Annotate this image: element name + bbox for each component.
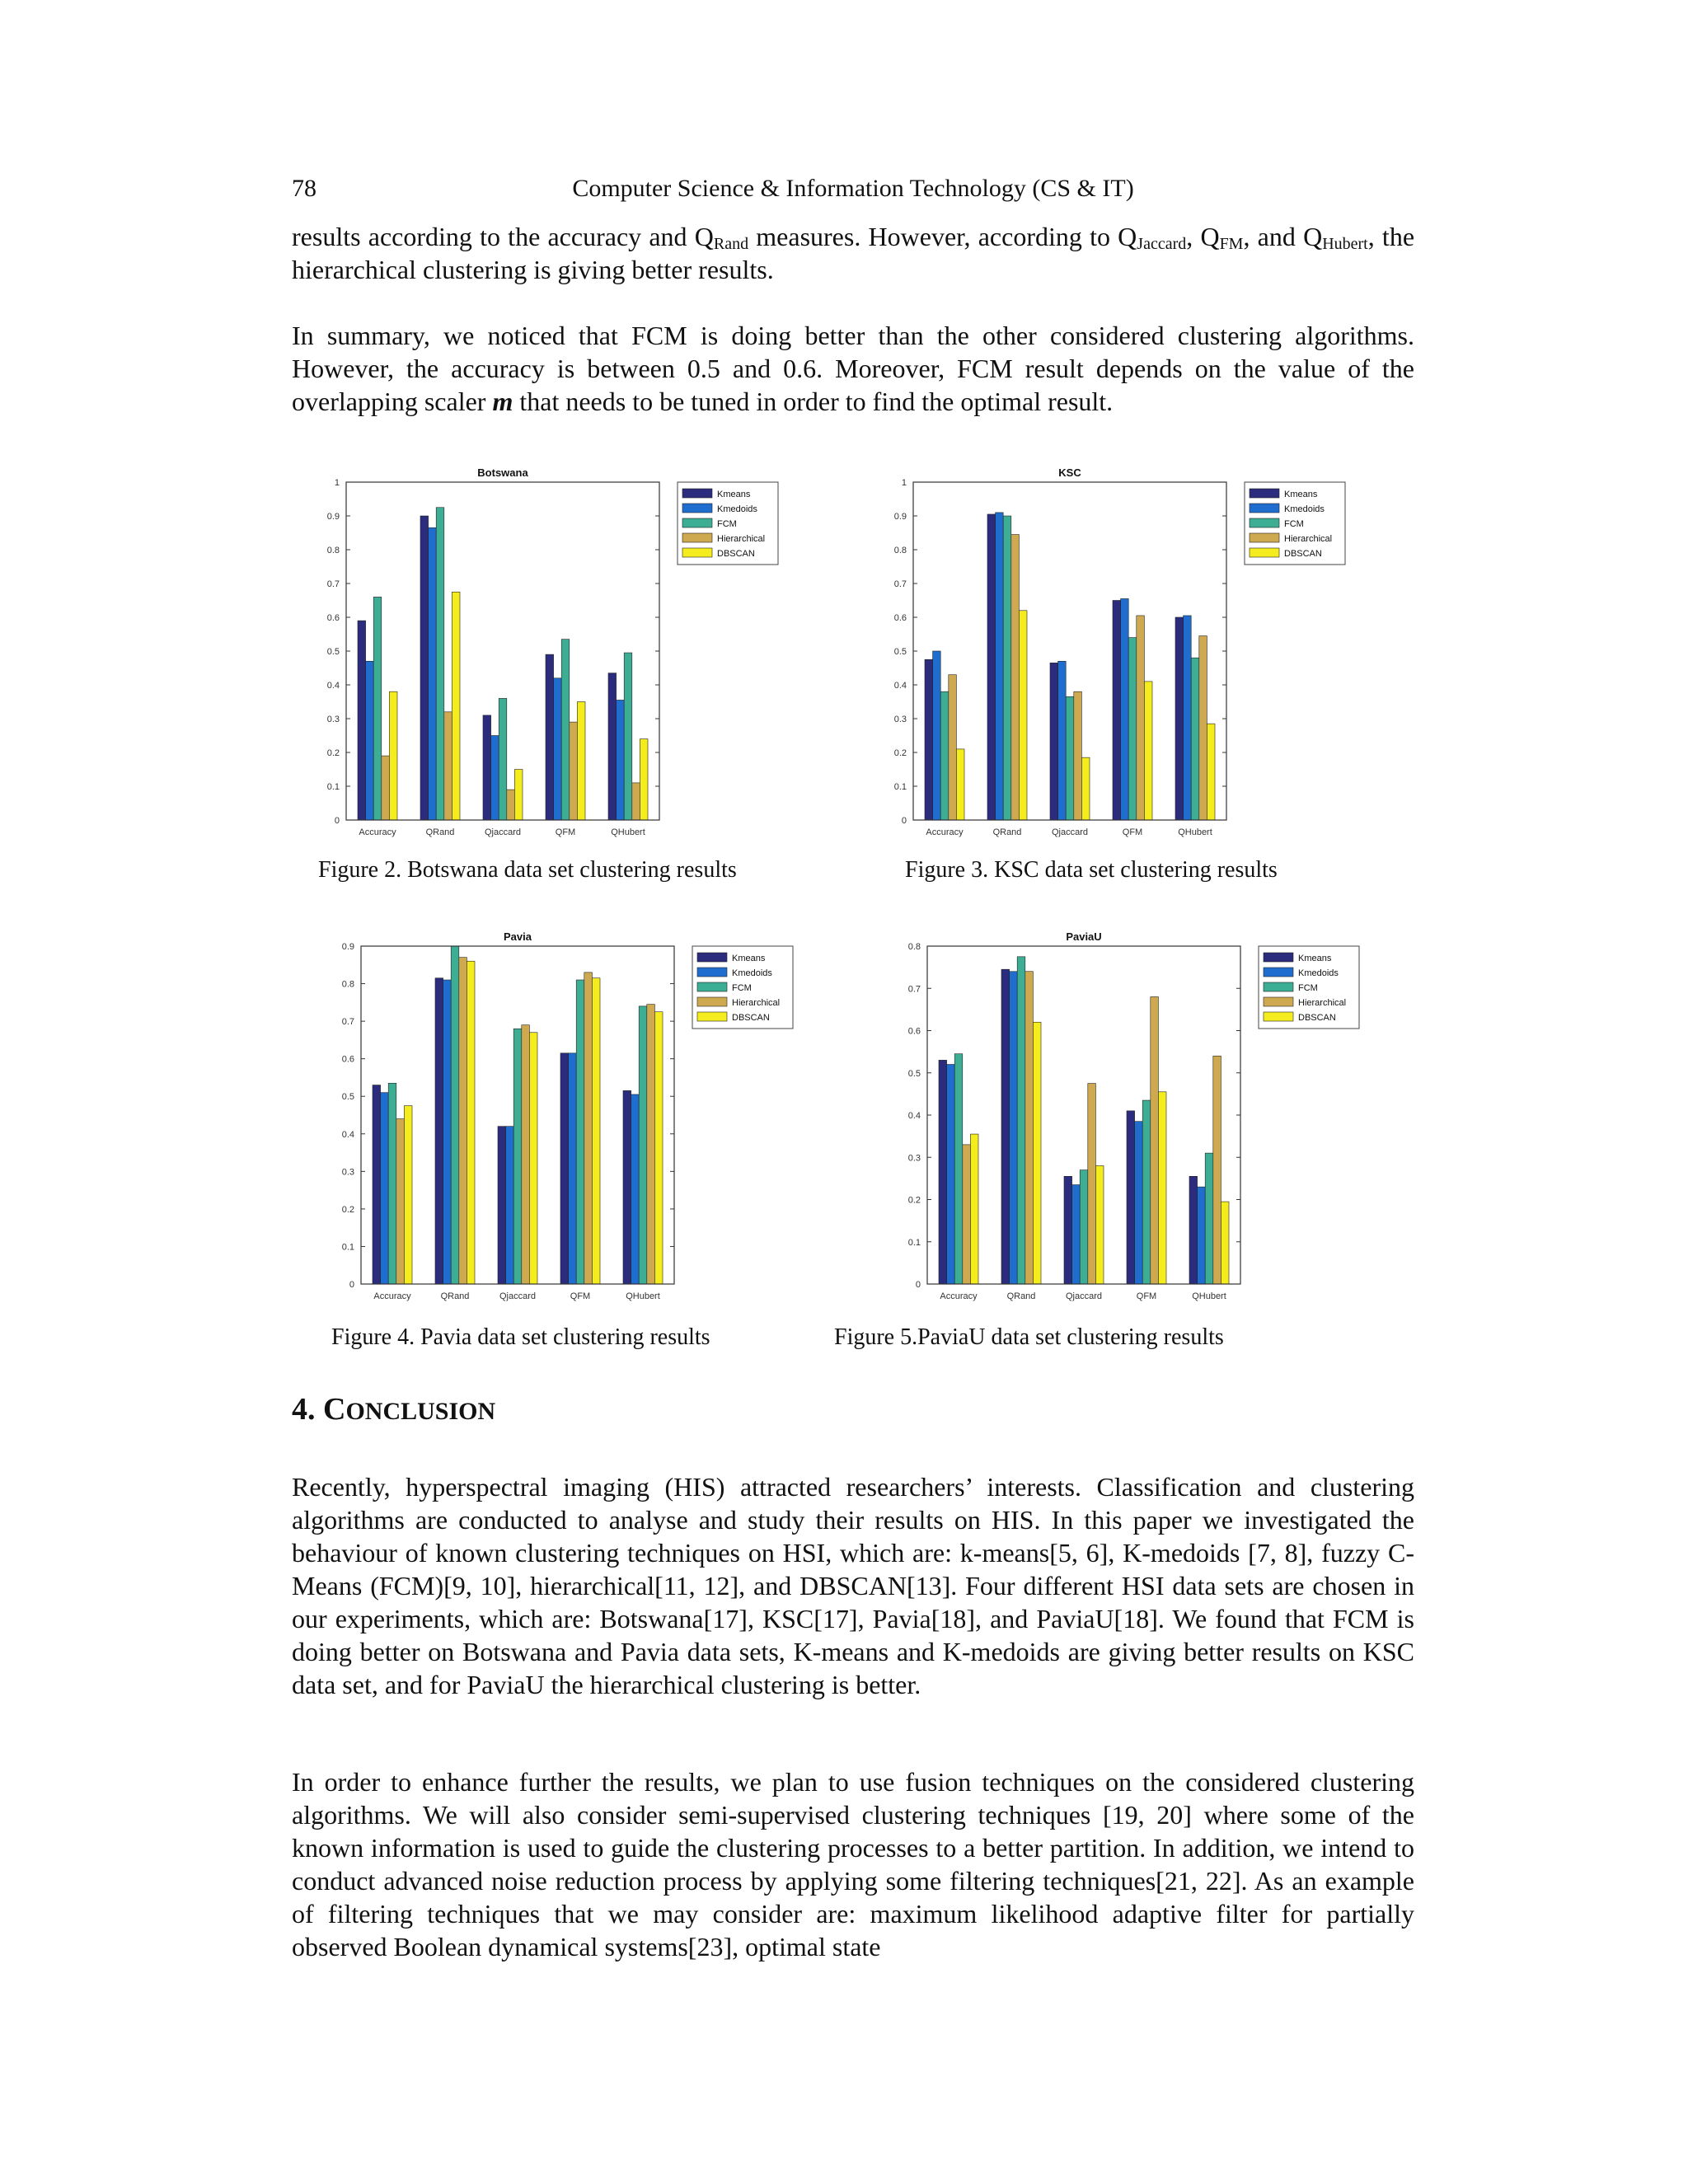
bar-dbscan-qjaccard xyxy=(514,770,523,821)
bar-hierarchical-qrand xyxy=(1011,535,1020,820)
y-tick-label: 0 xyxy=(915,1280,921,1290)
bar-kmedoids-accuracy xyxy=(366,661,374,820)
chart-title: Pavia xyxy=(504,930,532,943)
x-tick-label-qjaccard: Qjaccard xyxy=(1051,827,1089,837)
bar-hierarchical-qhubert xyxy=(632,783,640,820)
conclusion-paragraph-2: In order to enhance further the results, we plan to use fusion techniques on the considered clustering algorithms. We will also consider semi-supervised clustering techniques [19, 20] where some of the known information is used to guide the clustering processes to a better partition. In addition, we intend to conduct advanced noise reduction process by applying some filtering techniques[21, 22]. As an example of filtering techniques that we may consider are: maximum likelihood adaptive filter for partially observed Boolean dynamical systems[23], optimal state xyxy=(292,1767,1414,1961)
x-tick-label-accuracy: Accuracy xyxy=(359,827,396,837)
ksc-chart xyxy=(880,462,1408,849)
legend-swatch-hierarchical xyxy=(697,997,727,1006)
figure-3-caption: Figure 3. KSC data set clustering results xyxy=(905,857,1278,883)
chart-title: KSC xyxy=(1058,466,1081,479)
y-tick-label: 0.4 xyxy=(326,681,340,691)
x-tick-label-accuracy: Accuracy xyxy=(926,827,964,837)
bar-fcm-qhubert xyxy=(639,1006,647,1284)
bar-kmedoids-qhubert xyxy=(1198,1187,1206,1284)
bar-fcm-qrand xyxy=(436,508,444,820)
legend-label-hierarchical: Hierarchical xyxy=(1284,534,1333,544)
bar-kmedoids-qrand xyxy=(443,980,452,1284)
legend-label-kmedoids: Kmedoids xyxy=(732,968,772,978)
legend-swatch-hierarchical xyxy=(1250,533,1279,542)
pavia-chart xyxy=(328,926,856,1313)
legend-label-dbscan: DBSCAN xyxy=(1284,549,1322,559)
y-tick-label: 0.6 xyxy=(907,1026,921,1037)
bar-kmedoids-accuracy xyxy=(933,651,941,820)
bar-dbscan-accuracy xyxy=(404,1106,412,1284)
legend-swatch-hierarchical xyxy=(682,533,712,542)
x-tick-label-qfm: QFM xyxy=(1136,1291,1157,1301)
bar-hierarchical-qjaccard xyxy=(1074,691,1082,820)
y-tick-label: 0.5 xyxy=(326,647,340,657)
x-tick-label-qrand: QRand xyxy=(440,1291,470,1301)
legend-swatch-fcm xyxy=(1250,518,1279,527)
y-tick-label: 0.4 xyxy=(907,1111,921,1121)
legend-swatch-fcm xyxy=(682,518,712,527)
y-tick-label: 1 xyxy=(901,478,907,488)
bar-fcm-qjaccard xyxy=(1066,696,1074,820)
y-tick-label: 0.1 xyxy=(893,782,907,792)
page-header xyxy=(292,175,1414,208)
y-tick-label: 0.6 xyxy=(893,613,907,623)
bar-dbscan-qhubert xyxy=(1207,724,1215,820)
bar-kmeans-qrand xyxy=(1001,969,1010,1284)
bar-kmedoids-qfm xyxy=(569,1053,577,1284)
x-tick-label-qjaccard: Qjaccard xyxy=(1065,1291,1103,1301)
bar-dbscan-qrand xyxy=(1033,1022,1041,1284)
bar-kmeans-qjaccard xyxy=(483,715,491,820)
legend-label-fcm: FCM xyxy=(1284,519,1304,529)
botswana-chart xyxy=(313,462,841,849)
bar-hierarchical-qfm xyxy=(1137,616,1145,820)
y-tick-label: 0.6 xyxy=(326,613,340,623)
bar-dbscan-qhubert xyxy=(640,739,648,820)
bar-dbscan-qjaccard xyxy=(1081,757,1090,820)
y-tick-label: 0.3 xyxy=(893,715,907,724)
legend-swatch-hierarchical xyxy=(1264,997,1293,1006)
figure-4-caption: Figure 4. Pavia data set clustering results xyxy=(331,1324,710,1350)
x-tick-label-qfm: QFM xyxy=(1122,827,1143,837)
y-tick-label: 0.5 xyxy=(907,1068,921,1079)
y-tick-label: 0.9 xyxy=(893,512,907,522)
legend-swatch-kmeans xyxy=(1250,489,1279,498)
running-head: Computer Science & Information Technology (CS & IT) xyxy=(572,175,1134,202)
bar-fcm-accuracy xyxy=(388,1083,396,1284)
bar-hierarchical-qrand xyxy=(459,958,467,1284)
bar-kmedoids-accuracy xyxy=(947,1065,955,1285)
bar-hierarchical-qfm xyxy=(570,722,578,820)
bar-hierarchical-qhubert xyxy=(1199,636,1207,820)
bar-kmedoids-qjaccard xyxy=(1058,661,1067,820)
bar-kmeans-accuracy xyxy=(925,659,933,820)
bar-kmedoids-qfm xyxy=(1121,598,1129,820)
bar-kmedoids-qrand xyxy=(429,527,437,820)
y-tick-label: 0.4 xyxy=(341,1129,354,1140)
chart-svg-ksc xyxy=(880,462,1408,849)
bar-fcm-qhubert xyxy=(1205,1153,1213,1284)
y-tick-label: 0.7 xyxy=(907,984,921,995)
legend-label-kmedoids: Kmedoids xyxy=(1284,504,1325,514)
figure-2-caption: Figure 2. Botswana data set clustering results xyxy=(318,857,737,883)
legend-swatch-kmedoids xyxy=(1250,504,1279,513)
legend-swatch-kmedoids xyxy=(1264,968,1293,977)
bar-fcm-qrand xyxy=(1017,957,1025,1284)
legend-swatch-dbscan xyxy=(1250,548,1279,557)
bar-fcm-qfm xyxy=(576,980,584,1284)
bar-dbscan-qfm xyxy=(592,978,600,1284)
bar-kmeans-qrand xyxy=(435,978,443,1284)
legend-swatch-dbscan xyxy=(697,1012,727,1021)
bar-hierarchical-accuracy xyxy=(396,1119,405,1284)
y-tick-label: 0.6 xyxy=(341,1054,354,1065)
bar-kmedoids-accuracy xyxy=(381,1093,389,1284)
y-tick-label: 0.7 xyxy=(893,579,907,589)
bar-dbscan-qrand xyxy=(467,961,475,1284)
legend-label-hierarchical: Hierarchical xyxy=(1298,998,1347,1008)
x-tick-label-qhubert: QHubert xyxy=(1192,1291,1226,1301)
bar-hierarchical-accuracy xyxy=(382,756,390,820)
legend-label-kmedoids: Kmedoids xyxy=(1298,968,1339,978)
legend-label-dbscan: DBSCAN xyxy=(732,1013,770,1023)
bar-kmedoids-qjaccard xyxy=(491,736,499,821)
y-tick-label: 0.8 xyxy=(893,546,907,555)
bar-kmeans-accuracy xyxy=(373,1085,381,1284)
legend-label-kmeans: Kmeans xyxy=(1284,490,1318,499)
bar-fcm-qrand xyxy=(451,946,459,1284)
bar-hierarchical-qjaccard xyxy=(1088,1084,1096,1284)
legend-swatch-kmeans xyxy=(697,953,727,962)
legend-swatch-dbscan xyxy=(1264,1012,1293,1021)
y-tick-label: 0.8 xyxy=(907,942,921,952)
chart-svg-botswana xyxy=(313,462,841,849)
bar-fcm-qjaccard xyxy=(1080,1170,1088,1284)
legend-label-fcm: FCM xyxy=(717,519,737,529)
chart-svg-paviau xyxy=(894,926,1422,1313)
x-tick-label-accuracy: Accuracy xyxy=(373,1291,411,1301)
x-tick-label-qhubert: QHubert xyxy=(611,827,645,837)
bar-kmedoids-qhubert xyxy=(631,1094,640,1284)
bar-hierarchical-accuracy xyxy=(949,675,957,820)
bar-dbscan-accuracy xyxy=(389,691,397,820)
legend-label-kmeans: Kmeans xyxy=(732,954,766,963)
x-tick-label-qjaccard: Qjaccard xyxy=(484,827,522,837)
bar-kmeans-qhubert xyxy=(623,1090,631,1284)
bar-kmedoids-qjaccard xyxy=(1072,1185,1081,1284)
bar-dbscan-accuracy xyxy=(956,749,964,820)
bar-dbscan-qfm xyxy=(1144,682,1152,820)
bar-dbscan-qjaccard xyxy=(1095,1166,1104,1285)
bar-hierarchical-qjaccard xyxy=(507,790,515,820)
x-tick-label-qfm: QFM xyxy=(570,1291,591,1301)
bar-fcm-qjaccard xyxy=(513,1029,522,1284)
bar-fcm-qhubert xyxy=(624,653,632,820)
conclusion-paragraph-1: Recently, hyperspectral imaging (HIS) attracted researchers’ interests. Classification and clustering algorithms are conducted to analyse and study their results on HIS. In this paper we investigated the behaviour of known clustering techniques on HSI, which are: k-means[5, 6], K-medoids [7, 8], fuzzy C-Means (FCM)[9, 10], hierarchical[11, 12], and DBSCAN[13]. Four different HSI data sets are chosen in our experiments, which are: Botswana[17], KSC[17], Pavia[18], and PaviaU[18]. We found that FCM is doing better on Botswana and Pavia data sets, K-means and K-medoids are giving better results on KSC data set, and for PaviaU the hierarchical clustering is better. xyxy=(292,1472,1414,1699)
y-tick-label: 0.1 xyxy=(907,1237,921,1248)
bar-kmeans-qfm xyxy=(546,654,554,820)
bar-kmeans-qfm xyxy=(1127,1111,1135,1284)
bar-kmeans-accuracy xyxy=(939,1060,947,1284)
bar-kmeans-qhubert xyxy=(608,673,617,820)
y-tick-label: 0.2 xyxy=(326,748,340,758)
y-tick-label: 0.4 xyxy=(893,681,907,691)
legend-swatch-kmedoids xyxy=(697,968,727,977)
x-tick-label-accuracy: Accuracy xyxy=(940,1291,978,1301)
legend-swatch-kmeans xyxy=(682,489,712,498)
y-tick-label: 0 xyxy=(334,816,340,826)
bar-kmeans-qfm xyxy=(1113,601,1121,821)
legend-label-kmeans: Kmeans xyxy=(717,490,751,499)
y-tick-label: 0.5 xyxy=(893,647,907,657)
x-tick-label-qjaccard: Qjaccard xyxy=(499,1291,537,1301)
bar-hierarchical-qjaccard xyxy=(522,1025,530,1284)
bar-dbscan-qhubert xyxy=(1221,1202,1229,1284)
bar-hierarchical-qrand xyxy=(444,712,452,820)
y-tick-label: 0.7 xyxy=(326,579,340,589)
bar-kmedoids-qhubert xyxy=(617,700,625,820)
bar-kmeans-qrand xyxy=(987,514,996,820)
legend-label-fcm: FCM xyxy=(732,983,752,993)
bar-hierarchical-qhubert xyxy=(647,1005,655,1284)
bar-dbscan-qfm xyxy=(1158,1092,1166,1284)
y-tick-label: 0.9 xyxy=(326,512,340,522)
y-tick-label: 0.8 xyxy=(326,546,340,555)
bar-dbscan-qhubert xyxy=(654,1012,663,1284)
y-tick-label: 1 xyxy=(334,478,340,488)
bar-dbscan-accuracy xyxy=(970,1134,978,1284)
y-tick-label: 0.2 xyxy=(907,1195,921,1206)
y-tick-label: 0.3 xyxy=(326,715,340,724)
bar-kmeans-qhubert xyxy=(1175,617,1184,820)
bar-kmeans-qrand xyxy=(420,516,429,820)
page-number: 78 xyxy=(292,175,316,202)
bar-kmeans-qjaccard xyxy=(498,1127,506,1284)
y-tick-label: 0.8 xyxy=(341,979,354,990)
bar-fcm-qrand xyxy=(1003,516,1011,820)
x-tick-label-qfm: QFM xyxy=(555,827,576,837)
legend-swatch-dbscan xyxy=(682,548,712,557)
y-tick-label: 0.5 xyxy=(341,1092,354,1103)
legend-swatch-kmeans xyxy=(1264,953,1293,962)
paviau-chart xyxy=(894,926,1422,1313)
y-tick-label: 0.3 xyxy=(907,1153,921,1164)
bar-dbscan-qrand xyxy=(1019,611,1027,820)
bar-fcm-qhubert xyxy=(1191,658,1199,820)
bar-kmedoids-qhubert xyxy=(1184,616,1192,820)
bar-fcm-qfm xyxy=(1128,638,1137,820)
x-tick-label-qhubert: QHubert xyxy=(626,1291,660,1301)
bar-hierarchical-qrand xyxy=(1025,972,1034,1284)
legend-swatch-fcm xyxy=(697,982,727,991)
x-tick-label-qrand: QRand xyxy=(1006,1291,1036,1301)
bar-kmeans-qjaccard xyxy=(1050,663,1058,820)
y-tick-label: 0.1 xyxy=(326,782,340,792)
y-tick-label: 0.7 xyxy=(341,1017,354,1028)
bar-dbscan-qfm xyxy=(577,702,585,821)
bar-dbscan-qjaccard xyxy=(529,1033,537,1284)
legend-label-fcm: FCM xyxy=(1298,983,1318,993)
figure-5-caption: Figure 5.PaviaU data set clustering results xyxy=(834,1324,1224,1350)
y-tick-label: 0 xyxy=(901,816,907,826)
bar-hierarchical-qhubert xyxy=(1213,1056,1221,1284)
bar-fcm-accuracy xyxy=(954,1054,963,1284)
bar-hierarchical-qfm xyxy=(584,972,593,1284)
x-tick-label-qrand: QRand xyxy=(425,827,455,837)
bar-fcm-qjaccard xyxy=(499,698,507,820)
bar-kmedoids-qrand xyxy=(996,513,1004,820)
bar-kmedoids-qjaccard xyxy=(506,1127,514,1284)
bar-kmeans-qfm xyxy=(560,1053,569,1284)
section-heading: 4. CONCLUSION xyxy=(292,1392,496,1427)
bar-kmedoids-qfm xyxy=(1135,1122,1143,1284)
bar-dbscan-qrand xyxy=(452,592,460,820)
legend-label-hierarchical: Hierarchical xyxy=(732,998,781,1008)
y-tick-label: 0.1 xyxy=(341,1242,354,1253)
bar-hierarchical-qfm xyxy=(1151,997,1159,1285)
bar-kmedoids-qrand xyxy=(1010,972,1018,1284)
x-tick-label-qhubert: QHubert xyxy=(1178,827,1212,837)
bar-fcm-qfm xyxy=(1142,1100,1151,1284)
legend-swatch-kmedoids xyxy=(682,504,712,513)
chart-title: PaviaU xyxy=(1066,930,1102,943)
intro-paragraph-2: In summary, we noticed that FCM is doing better than the other considered clustering algorithms. However, the accuracy is between 0.5 and 0.6. Moreover, FCM result depends on the value of the overlapping scaler m that needs to be tuned in order to find the optimal result. xyxy=(292,321,1414,416)
legend-label-dbscan: DBSCAN xyxy=(1298,1013,1336,1023)
bar-fcm-qfm xyxy=(561,640,570,820)
bar-fcm-accuracy xyxy=(940,691,949,820)
y-tick-label: 0.2 xyxy=(893,748,907,758)
bar-fcm-accuracy xyxy=(373,597,382,820)
y-tick-label: 0 xyxy=(349,1280,354,1290)
chart-svg-pavia xyxy=(328,926,856,1313)
bar-kmeans-accuracy xyxy=(358,621,366,820)
bar-hierarchical-accuracy xyxy=(963,1145,971,1284)
bar-kmeans-qhubert xyxy=(1189,1176,1198,1284)
bar-kmedoids-qfm xyxy=(554,678,562,820)
y-tick-label: 0.9 xyxy=(341,942,354,952)
y-tick-label: 0.3 xyxy=(341,1167,354,1178)
legend-label-dbscan: DBSCAN xyxy=(717,549,755,559)
legend-label-kmeans: Kmeans xyxy=(1298,954,1332,963)
bar-kmeans-qjaccard xyxy=(1064,1176,1072,1284)
legend-label-kmedoids: Kmedoids xyxy=(717,504,757,514)
intro-paragraph-1: results according to the accuracy and $Q_{Rand}$ measures. However, according to $Q_{Jaccard}$, $Q_{FM}$, and $Q_{Hubert}$, the hierarchical clustering is giving better results. xyxy=(292,222,1415,284)
x-tick-label-qrand: QRand xyxy=(992,827,1022,837)
legend-label-hierarchical: Hierarchical xyxy=(717,534,766,544)
legend-swatch-fcm xyxy=(1264,982,1293,991)
chart-title: Botswana xyxy=(477,466,528,479)
y-tick-label: 0.2 xyxy=(341,1204,354,1215)
